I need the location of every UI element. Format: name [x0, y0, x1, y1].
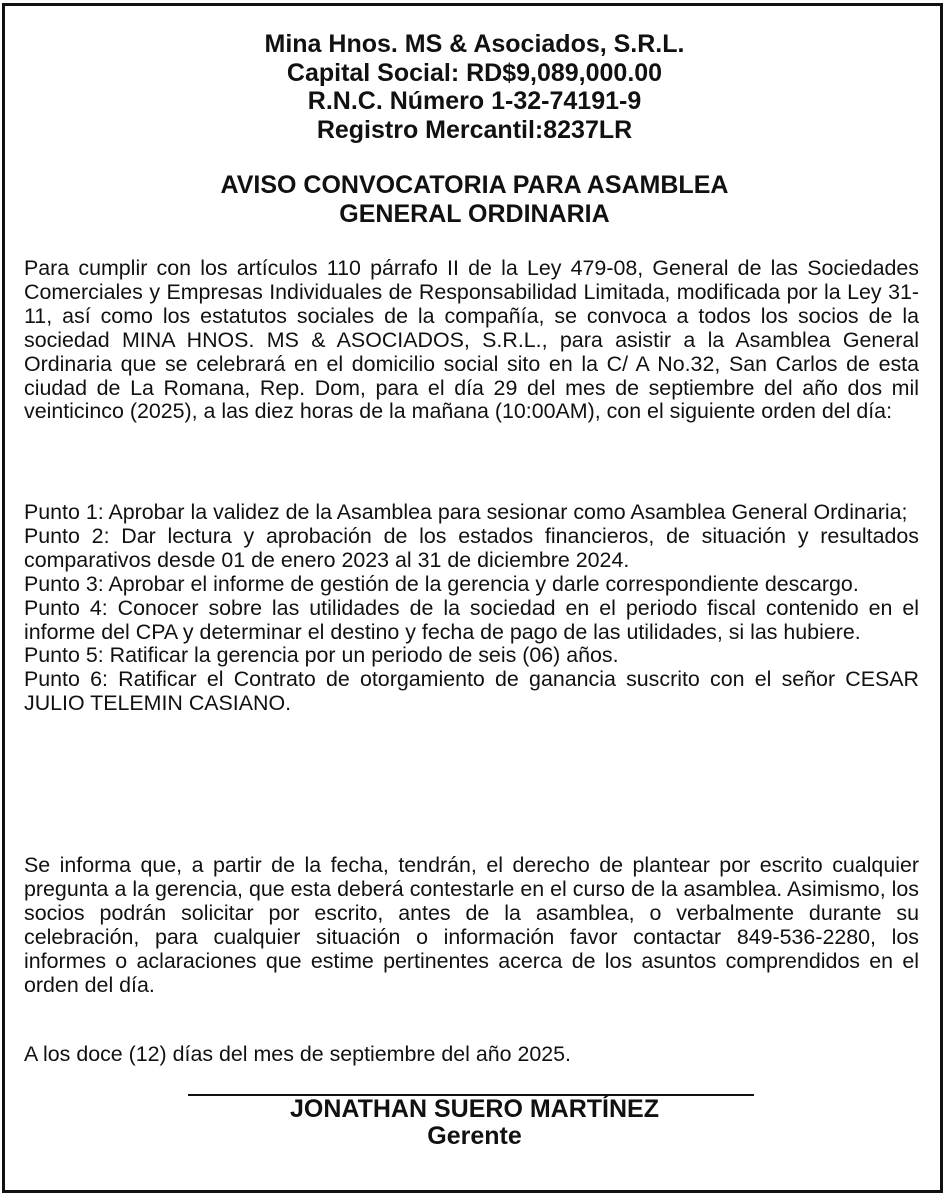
agenda-item: Punto 2: Dar lectura y aprobación de los estados financieros, de situación y resultados comparativos desde 01 de enero 2023 al 31 de diciembre 2024. [24, 523, 919, 572]
signatory-role: Gerente [427, 1122, 522, 1150]
info-paragraph [24, 854, 919, 997]
date-text: A los doce (12) días del mes de septiembre del año 2025. [24, 1042, 571, 1066]
agenda-item: Punto 1: Aprobar la validez de la Asamblea para sesionar como Asamblea General Ordinaria; [24, 500, 908, 524]
agenda-item: Punto 4: Conocer sobre las utilidades de la sociedad en el periodo fiscal contenido en el informe del CPA y determinar el destino y fecha de pago de las utilidades, si las hubiere. [24, 595, 919, 644]
agenda-item: Punto 5: Ratificar la gerencia por un periodo de seis (06) años. [24, 643, 619, 668]
registro-mercantil: Registro Mercantil:8237LR [316, 115, 633, 144]
date-paragraph [24, 1043, 919, 1067]
intro-paragraph [24, 257, 919, 424]
company-header [0, 30, 949, 144]
notice-title-line-1: AVISO CONVOCATORIA PARA ASAMBLEA [220, 171, 729, 199]
signatory-name: JONATHAN SUERO MARTÍNEZ [290, 1095, 659, 1123]
notice-title [0, 171, 949, 229]
company-name: Mina Hnos. MS & Asociados, S.R.L. [264, 30, 685, 58]
notice-title-line-2: GENERAL ORDINARIA [339, 200, 610, 228]
capital-social: Capital Social: RD$9,089,000.00 [286, 58, 663, 87]
rnc-number: R.N.C. Número 1-32-74191-9 [307, 87, 642, 115]
agenda-list [24, 501, 919, 716]
info-text: Se informa que, a partir de la fecha, tendrán, el derecho de plantear por escrito cualquier pregunta a la gerencia, que esta deberá contestarle en el curso de la asamblea. Asimismo, los socios podrán solicitar por escrito, antes de la asamblea, o verbalmente durante su celebración, para cualquier situación o información favor contactar 849-536-2280, los informes o aclaraciones que estime pertinentes acerca de los asuntos comprendidos en el orden del día. [24, 853, 919, 997]
agenda-item: Punto 3: Aprobar el informe de gestión de la gerencia y darle correspondiente descargo. [24, 571, 859, 596]
intro-text: Para cumplir con los artículos 110 párrafo II de la Ley 479-08, General de las Sociedades Comerciales y Empresas Individuales de Responsabilidad Limitada, modificada por la Ley 31-11, así como los estatutos sociales de la compañía, se convoca a todos los socios de la sociedad MINA HNOS. MS & ASOCIADOS, S.R.L., para asistir a la Asamblea General Ordinaria que se celebrará en el domicilio social sito en la C/ A No.32, San Carlos de esta ciudad de La Romana, Rep. Dom, para el día 29 del mes de septiembre del año dos mil veinticinco (2025), a las diez horas de la mañana (10:00AM), con el siguiente orden del día: [24, 256, 919, 424]
agenda-item: Punto 6: Ratificar el Contrato de otorgamiento de ganancia suscrito con el señor CESAR JULIO TELEMIN CASIANO. [24, 667, 919, 716]
